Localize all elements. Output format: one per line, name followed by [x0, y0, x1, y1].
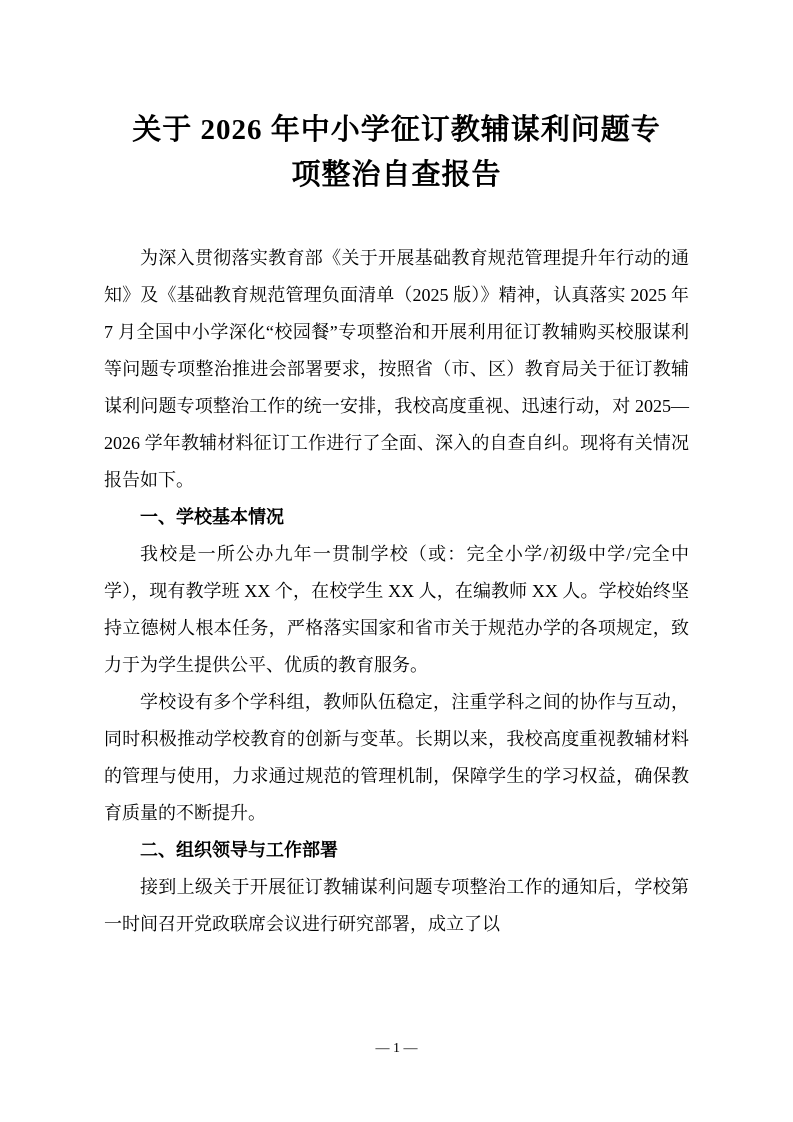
- document-title-line-2: 项整治自查报告: [291, 159, 502, 191]
- paragraph-school-management: 学校设有多个学科组，教师队伍稳定，注重学科之间的协作与互动，同时积极推动学校教育的创新与变革。长期以来，我校高度重视教辅材料的管理与使用，力求通过规范的管理机制，保障学生的学习权益，确保教育质量的不断提升。: [104, 692, 689, 823]
- paragraph-deployment: 接到上级关于开展征订教辅谋利问题专项整治工作的通知后，学校第一时间召开党政联席会议进行研究部署，成立了以: [104, 877, 689, 934]
- paragraph-school-overview: 我校是一所公办九年一贯制学校（或：完全小学/初级中学/完全中学），现有教学班 XX 个，在校学生 XX 人，在编教师 XX 人。学校始终坚持立德树人根本任务，严格落实国家和省市关于规范办学的各项规定，致力于为学生提供公平、优质的教育服务。: [104, 544, 689, 675]
- section-heading-2: 二、组织领导与工作部署: [140, 840, 338, 860]
- section-heading-1: 一、学校基本情况: [140, 507, 284, 527]
- document-title-line-1: 关于 2026 年中小学征订教辅谋利问题专: [132, 114, 661, 146]
- page-footer: [0, 1040, 793, 1058]
- paragraph-intro: 为深入贯彻落实教育部《关于开展基础教育规范管理提升年行动的通知》及《基础教育规范管理负面清单（2025 版）》精神，认真落实 2025 年 7 月全国中小学深化“校园餐”专项整治和开展利用征订教辅购买校服谋利等问题专项整治推进会部署要求，按照省（市、区）教育局关于征订教辅谋利问题专项整治工作的统一安排，我校高度重视、迅速行动，对 2025—2026 学年教辅材料征订工作进行了全面、深入的自查自纠。现将有关情况报告如下。: [104, 248, 689, 490]
- page-number: — 1 —: [375, 1041, 418, 1056]
- document-title: [104, 108, 689, 198]
